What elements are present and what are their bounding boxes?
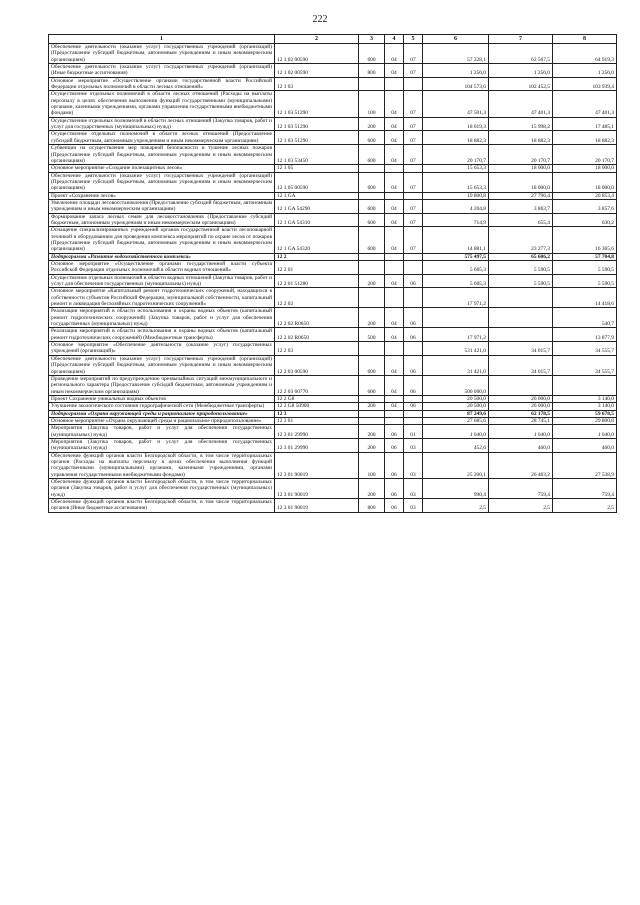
row-code-cell: 12 2 03 60770 xyxy=(275,375,359,395)
row-amount-col7-cell: 15 998,2 xyxy=(489,117,553,131)
table-row xyxy=(49,165,617,172)
row-amount-col7-cell: 102 452,5 xyxy=(489,77,553,91)
row-name-cell: Проект «Сохранение лесов» xyxy=(49,192,275,199)
row-amount-col6-cell: 500 000,0 xyxy=(423,375,489,395)
row-subsection-cell xyxy=(404,395,423,402)
row-code-cell: 12 3 01 29990 xyxy=(275,438,359,452)
row-amount-col8-cell: 29 800,8 xyxy=(553,417,617,424)
row-expense-type-cell: 800 xyxy=(359,499,385,513)
row-amount-col8-cell: 5 590,5 xyxy=(553,274,617,288)
row-section-cell xyxy=(385,77,404,91)
row-amount-col6-cell: 2,5 xyxy=(423,499,489,513)
row-amount-col8-cell: 540,7 xyxy=(553,308,617,328)
row-amount-col6-cell: 5 605,3 xyxy=(423,274,489,288)
row-amount-col6-cell: 4 204,8 xyxy=(423,199,489,213)
row-section-cell xyxy=(385,410,404,417)
row-subsection-cell xyxy=(404,410,423,417)
row-amount-col8-cell: 18 000,0 xyxy=(553,172,617,192)
row-amount-col7-cell: 18 882,3 xyxy=(489,131,553,145)
row-amount-col7-cell: 460,0 xyxy=(489,438,553,452)
row-amount-col8-cell: 1 256,0 xyxy=(553,64,617,78)
row-amount-col7-cell: 26 483,2 xyxy=(489,452,553,478)
row-amount-col8-cell: 16 365,6 xyxy=(553,227,617,253)
row-subsection-cell xyxy=(404,77,423,91)
row-amount-col8-cell: 18 882,3 xyxy=(553,131,617,145)
table-row xyxy=(49,417,617,424)
row-subsection-cell: 07 xyxy=(404,213,423,227)
row-expense-type-cell: 200 xyxy=(359,403,385,410)
row-amount-col6-cell: 5 605,3 xyxy=(423,261,489,275)
row-name-cell: Мероприятия (Закупка товаров, работ и услуг для обеспечения государственных (муниципальных) нужд) xyxy=(49,425,275,439)
row-section-cell: 04 xyxy=(385,355,404,375)
column-header: 5 xyxy=(404,35,423,44)
row-code-cell: 12 2 02 xyxy=(275,288,359,308)
row-amount-col7-cell xyxy=(489,328,553,342)
table-row xyxy=(49,452,617,478)
row-amount-col8-cell: 3 857,6 xyxy=(553,199,617,213)
row-amount-col6-cell: 18 019,3 xyxy=(423,117,489,131)
row-section-cell: 06 xyxy=(385,438,404,452)
row-amount-col8-cell: 630,2 xyxy=(553,213,617,227)
row-section-cell: 06 xyxy=(385,452,404,478)
row-section-cell: 04 xyxy=(385,308,404,328)
table-row xyxy=(49,131,617,145)
row-section-cell: 04 xyxy=(385,172,404,192)
budget-table xyxy=(48,34,617,513)
row-amount-col6-cell: 19 800,8 xyxy=(423,192,489,199)
table-row xyxy=(49,375,617,395)
row-code-cell: 12 2 01 51280 xyxy=(275,274,359,288)
row-expense-type-cell xyxy=(359,342,385,356)
table-row xyxy=(49,227,617,253)
row-subsection-cell: 03 xyxy=(404,438,423,452)
row-amount-col8-cell: 57 704,8 xyxy=(553,253,617,260)
page-number: 222 xyxy=(312,14,328,25)
row-section-cell: 04 xyxy=(385,274,404,288)
table-row xyxy=(49,328,617,342)
row-amount-col7-cell xyxy=(489,308,553,328)
row-section-cell: 04 xyxy=(385,145,404,165)
row-amount-col8-cell: 13 877,9 xyxy=(553,328,617,342)
row-section-cell xyxy=(385,288,404,308)
row-section-cell: 06 xyxy=(385,479,404,499)
row-expense-type-cell xyxy=(359,253,385,260)
row-amount-col6-cell: 104 573,6 xyxy=(423,77,489,91)
row-subsection-cell: 07 xyxy=(404,145,423,165)
row-section-cell: 04 xyxy=(385,44,404,64)
row-expense-type-cell: 100 xyxy=(359,91,385,117)
row-expense-type-cell xyxy=(359,77,385,91)
row-subsection-cell: 06 xyxy=(404,328,423,342)
row-name-cell: Обеспечение деятельности (оказание услуг) государственных учреждений (организаций) (Предоставление субсидий бюджетным, автономным учреждениям и иным некоммерческим организациям) xyxy=(49,44,275,64)
row-name-cell: Мероприятия (Закупка товаров, работ и услуг для обеспечения государственных (муниципальных) нужд) xyxy=(49,438,275,452)
row-amount-col6-cell xyxy=(423,308,489,328)
row-section-cell: 04 xyxy=(385,328,404,342)
row-amount-col8-cell: 27 538,9 xyxy=(553,452,617,478)
row-amount-col6-cell: 15 653,3 xyxy=(423,165,489,172)
row-code-cell: 12 2 xyxy=(275,253,359,260)
row-amount-col7-cell: 62 567,5 xyxy=(489,44,553,64)
row-subsection-cell xyxy=(404,261,423,275)
row-code-cell: 12 2 G8 xyxy=(275,395,359,402)
table-row xyxy=(49,403,617,410)
row-amount-col7-cell: 47 401,3 xyxy=(489,91,553,117)
table-row xyxy=(49,253,617,260)
row-subsection-cell: 07 xyxy=(404,131,423,145)
row-name-cell: Реализация мероприятий в области использования и охраны водных объектов (капитальный ремонт гидротехнических сооружений) (Межбюджетные трансферты) xyxy=(49,328,275,342)
row-amount-col8-cell: 5 590,5 xyxy=(553,261,617,275)
table-row xyxy=(49,395,617,402)
row-amount-col6-cell: 20 500,0 xyxy=(423,395,489,402)
row-name-cell: Проект Сохранение уникальных водных объектов xyxy=(49,395,275,402)
row-section-cell: 04 xyxy=(385,199,404,213)
row-amount-col7-cell xyxy=(489,375,553,395)
row-amount-col7-cell: 1 040,0 xyxy=(489,425,553,439)
row-amount-col7-cell: 18 000,0 xyxy=(489,172,553,192)
row-subsection-cell: 06 xyxy=(404,403,423,410)
table-row xyxy=(49,199,617,213)
row-code-cell: 12 2 03 xyxy=(275,342,359,356)
table-body xyxy=(49,44,617,513)
row-expense-type-cell xyxy=(359,288,385,308)
row-amount-col8-cell: 3 140,0 xyxy=(553,395,617,402)
row-subsection-cell xyxy=(404,342,423,356)
row-amount-col7-cell: 62 178,5 xyxy=(489,410,553,417)
row-expense-type-cell xyxy=(359,165,385,172)
row-name-cell: Основное мероприятие «Создание полезащитных лесов» xyxy=(49,165,275,172)
row-amount-col7-cell: 65 606,2 xyxy=(489,253,553,260)
row-amount-col6-cell: 25 200,1 xyxy=(423,452,489,478)
row-code-cell: 12 1 02 00590 xyxy=(275,44,359,64)
row-amount-col6-cell: 14 881,1 xyxy=(423,227,489,253)
row-amount-col6-cell: 20 500,0 xyxy=(423,403,489,410)
row-code-cell: 12 1 GA 54310 xyxy=(275,213,359,227)
row-section-cell xyxy=(385,165,404,172)
row-section-cell xyxy=(385,395,404,402)
row-name-cell: Основное мероприятие «Охрана окружающей среды и рациональное природопользование» xyxy=(49,417,275,424)
row-amount-col6-cell: 47 501,3 xyxy=(423,91,489,117)
row-amount-col7-cell: 1 256,0 xyxy=(489,64,553,78)
row-code-cell: 12 3 01 90019 xyxy=(275,499,359,513)
row-name-cell: Подпрограмма «Развитие водохозяйственного комплекса» xyxy=(49,253,275,260)
row-code-cell: 12 2 02 R0650 xyxy=(275,328,359,342)
row-subsection-cell: 07 xyxy=(404,199,423,213)
row-section-cell: 04 xyxy=(385,213,404,227)
row-name-cell: Обеспечение деятельности (оказание услуг) государственных учреждений (организаций) (Предоставление субсидий бюджетным, автономным учреждениям и иным некоммерческим организациям) xyxy=(49,172,275,192)
row-name-cell: Обеспечение функций органов власти Белгородской области, в том числе территориальных органов (Расходы на выплаты персоналу в целях обеспечения выполнения функций государственными (муниципальными) органами, казенными учреждениями, органами управления государственными внебюджетными фондами) xyxy=(49,452,275,478)
row-code-cell: 12 1 03 53450 xyxy=(275,145,359,165)
row-subsection-cell: 07 xyxy=(404,172,423,192)
row-expense-type-cell: 200 xyxy=(359,274,385,288)
row-code-cell: 12 3 01 xyxy=(275,417,359,424)
row-subsection-cell: 07 xyxy=(404,91,423,117)
row-section-cell xyxy=(385,192,404,199)
table-row xyxy=(49,77,617,91)
row-code-cell: 12 1 03 51290 xyxy=(275,131,359,145)
row-code-cell: 12 1 02 00590 xyxy=(275,64,359,78)
row-expense-type-cell: 200 xyxy=(359,479,385,499)
row-subsection-cell: 06 xyxy=(404,308,423,328)
row-amount-col6-cell: 18 882,3 xyxy=(423,131,489,145)
row-amount-col7-cell: 655,4 xyxy=(489,213,553,227)
row-subsection-cell xyxy=(404,192,423,199)
row-subsection-cell: 07 xyxy=(404,64,423,78)
row-expense-type-cell: 200 xyxy=(359,425,385,439)
row-section-cell xyxy=(385,417,404,424)
row-amount-col8-cell: 1 040,0 xyxy=(553,425,617,439)
row-code-cell: 12 2 G8 50900 xyxy=(275,403,359,410)
row-subsection-cell: 01 xyxy=(404,425,423,439)
row-expense-type-cell: 600 xyxy=(359,375,385,395)
row-expense-type-cell: 600 xyxy=(359,227,385,253)
row-code-cell: 12 3 xyxy=(275,410,359,417)
row-amount-col6-cell: 20 170,7 xyxy=(423,145,489,165)
row-expense-type-cell: 200 xyxy=(359,308,385,328)
row-amount-col8-cell: 759,4 xyxy=(553,479,617,499)
row-expense-type-cell xyxy=(359,410,385,417)
row-subsection-cell: 06 xyxy=(404,355,423,375)
row-expense-type-cell: 500 xyxy=(359,328,385,342)
row-expense-type-cell xyxy=(359,192,385,199)
row-expense-type-cell: 600 xyxy=(359,131,385,145)
row-subsection-cell: 07 xyxy=(404,227,423,253)
row-amount-col7-cell: 28 745,1 xyxy=(489,417,553,424)
table-row xyxy=(49,91,617,117)
row-code-cell: 12 3 01 90019 xyxy=(275,452,359,478)
row-expense-type-cell: 600 xyxy=(359,44,385,64)
row-subsection-cell: 03 xyxy=(404,499,423,513)
row-code-cell: 12 1 05 00590 xyxy=(275,172,359,192)
row-section-cell: 04 xyxy=(385,403,404,410)
row-amount-col6-cell: 990,4 xyxy=(423,479,489,499)
table-row xyxy=(49,308,617,328)
row-subsection-cell xyxy=(404,253,423,260)
column-header: 6 xyxy=(423,35,489,44)
row-amount-col8-cell: 34 555,7 xyxy=(553,355,617,375)
row-name-cell: Основное мероприятие «Осуществление органами государственной власти Российской Федерации отдельных полномочий в области лесных отношений» xyxy=(49,77,275,91)
row-name-cell: Осуществление отдельных полномочий в области лесных отношений (Закупка товаров, работ и услуг для государственных (муниципальных) нужд) xyxy=(49,117,275,131)
row-code-cell: 12 3 01 90019 xyxy=(275,479,359,499)
row-amount-col6-cell: 575 497,5 xyxy=(423,253,489,260)
row-amount-col7-cell: 34 015,7 xyxy=(489,355,553,375)
row-amount-col6-cell: 1 040,0 xyxy=(423,425,489,439)
column-header: 4 xyxy=(385,35,404,44)
row-amount-col7-cell: 759,4 xyxy=(489,479,553,499)
table-row xyxy=(49,274,617,288)
table-row xyxy=(49,44,617,64)
row-section-cell: 04 xyxy=(385,375,404,395)
table-row xyxy=(49,213,617,227)
table-header-row xyxy=(49,35,617,44)
table-row xyxy=(49,355,617,375)
row-expense-type-cell xyxy=(359,417,385,424)
row-subsection-cell: 06 xyxy=(404,274,423,288)
row-expense-type-cell: 600 xyxy=(359,145,385,165)
row-amount-col7-cell: 20 170,7 xyxy=(489,145,553,165)
row-amount-col7-cell: 5 590,5 xyxy=(489,261,553,275)
row-section-cell: 04 xyxy=(385,117,404,131)
row-amount-col7-cell: 23 277,3 xyxy=(489,227,553,253)
row-expense-type-cell: 600 xyxy=(359,172,385,192)
row-code-cell: 12 2 03 00590 xyxy=(275,355,359,375)
row-amount-col6-cell: 1 256,0 xyxy=(423,64,489,78)
row-section-cell: 04 xyxy=(385,91,404,117)
row-code-cell: 12 1 GA xyxy=(275,192,359,199)
row-expense-type-cell xyxy=(359,395,385,402)
row-code-cell: 12 2 02 R0650 xyxy=(275,308,359,328)
row-amount-col7-cell xyxy=(489,288,553,308)
row-name-cell: Основное мероприятие «Капитальный ремонт гидротехнических сооружений, находящихся в собственности субъектов Российской Федерации, муниципальной собственности, капитальный ремонт и ликвидация бесхозяйных гидротехнических сооружений» xyxy=(49,288,275,308)
row-name-cell: Проведение мероприятий по предупреждению чрезвычайных ситуаций межмуниципального и регионального характера (Предоставление субсидий бюджетным, автономным учреждениям и иным некоммерческим организациям) xyxy=(49,375,275,395)
table-row xyxy=(49,410,617,417)
row-expense-type-cell: 600 xyxy=(359,355,385,375)
row-subsection-cell: 07 xyxy=(404,44,423,64)
row-amount-col7-cell: 26 000,0 xyxy=(489,395,553,402)
row-amount-col8-cell: 34 555,7 xyxy=(553,342,617,356)
row-amount-col6-cell: 714,9 xyxy=(423,213,489,227)
row-section-cell: 06 xyxy=(385,499,404,513)
table-row xyxy=(49,192,617,199)
row-name-cell: Основное мероприятие «Осуществление органами государственной власти субъекта Российской Федерации отдельных полномочий в области водных отношений» xyxy=(49,261,275,275)
row-section-cell: 04 xyxy=(385,131,404,145)
column-header: 1 xyxy=(49,35,275,44)
row-amount-col8-cell: 460,0 xyxy=(553,438,617,452)
table-row xyxy=(49,479,617,499)
row-code-cell: 12 1 GA 54320 xyxy=(275,227,359,253)
row-section-cell xyxy=(385,261,404,275)
row-section-cell xyxy=(385,253,404,260)
row-section-cell: 06 xyxy=(385,425,404,439)
row-name-cell: Субвенции на осуществление мер пожарной безопасности и тушение лесных пожаров (Предоставление субсидий бюджетным, автономным учреждениям и иным некоммерческим организациям) xyxy=(49,145,275,165)
column-header: 7 xyxy=(489,35,553,44)
row-name-cell: Осуществление отдельных полномочий в области лесных отношений (Расходы на выплаты персоналу в целях обеспечения выполнения функций государственными (муниципальными) органами, казенными учреждениями, органами управления государственными внебюджетными фондами) xyxy=(49,91,275,117)
column-header: 2 xyxy=(275,35,359,44)
table-row xyxy=(49,145,617,165)
table-row xyxy=(49,64,617,78)
row-name-cell: Подпрограмма «Охрана окружающей среды и рациональное природопользование» xyxy=(49,410,275,417)
row-code-cell: 12 2 01 xyxy=(275,261,359,275)
row-amount-col7-cell: 34 015,7 xyxy=(489,342,553,356)
row-amount-col8-cell: 17 485,1 xyxy=(553,117,617,131)
row-code-cell: 12 1 03 xyxy=(275,77,359,91)
row-expense-type-cell: 100 xyxy=(359,452,385,478)
row-subsection-cell: 03 xyxy=(404,479,423,499)
row-expense-type-cell: 600 xyxy=(359,213,385,227)
row-subsection-cell xyxy=(404,288,423,308)
row-name-cell: Обеспечение деятельности (оказание услуг) государственных учреждений (организаций) (Иные бюджетные ассигнования) xyxy=(49,64,275,78)
row-amount-col6-cell: 31 421,0 xyxy=(423,355,489,375)
row-amount-col8-cell: 3 140,0 xyxy=(553,403,617,410)
row-amount-col8-cell: 103 939,4 xyxy=(553,77,617,91)
row-name-cell: Обеспечение функций органов власти Белгородской области, в том числе территориальных органов (Иные бюджетные ассигнования) xyxy=(49,499,275,513)
row-name-cell: Реализация мероприятий в области использования и охраны водных объектов (капитальный ремонт гидротехнических сооружений) (Закупка товаров, работ и услуг для обеспечения государственных (муниципальных) нужд) xyxy=(49,308,275,328)
table-row xyxy=(49,342,617,356)
row-name-cell: Обеспечение функций органов власти Белгородской области, в том числе территориальных органов (Закупка товаров, работ и услуг для обеспечения государственных (муниципальных) нужд) xyxy=(49,479,275,499)
row-amount-col7-cell: 26 000,0 xyxy=(489,403,553,410)
table-row xyxy=(49,288,617,308)
table-row xyxy=(49,425,617,439)
row-subsection-cell: 03 xyxy=(404,452,423,478)
row-expense-type-cell: 200 xyxy=(359,438,385,452)
row-subsection-cell: 06 xyxy=(404,375,423,395)
row-amount-col6-cell: 17 971,2 xyxy=(423,288,489,308)
column-header: 3 xyxy=(359,35,385,44)
row-code-cell: 12 1 03 51290 xyxy=(275,91,359,117)
row-amount-col8-cell: 20 853,4 xyxy=(553,192,617,199)
row-amount-col6-cell: 17 971,2 xyxy=(423,328,489,342)
row-amount-col7-cell: 27 796,4 xyxy=(489,192,553,199)
row-expense-type-cell: 200 xyxy=(359,117,385,131)
row-section-cell: 04 xyxy=(385,64,404,78)
row-amount-col8-cell: 20 170,7 xyxy=(553,145,617,165)
row-name-cell: Увеличение площади лесовосстановления (Предоставление субсидий бюджетным, автономным учреждениям и иным некоммерческим организациям) xyxy=(49,199,275,213)
row-amount-col8-cell: 14 418,6 xyxy=(553,288,617,308)
row-name-cell: Осуществление отдельных полномочий в области лесных отношений (Предоставление субсидий бюджетным, автономным учреждениям и иным некоммерческим организациям) xyxy=(49,131,275,145)
row-name-cell: Осуществление отдельных полномочий в области водных отношений (Закупка товаров, работ и услуг для обеспечения государственных (муниципальных) нужд) xyxy=(49,274,275,288)
table-row xyxy=(49,172,617,192)
row-amount-col7-cell: 5 590,5 xyxy=(489,274,553,288)
row-name-cell: Улучшение экологического состояния гидрографической сети (Межбюджетные трансферты) xyxy=(49,403,275,410)
row-amount-col7-cell: 2,5 xyxy=(489,499,553,513)
row-amount-col6-cell: 15 653,3 xyxy=(423,172,489,192)
row-amount-col8-cell: 47 401,3 xyxy=(553,91,617,117)
table-row xyxy=(49,117,617,131)
column-header: 8 xyxy=(553,35,617,44)
row-subsection-cell: 07 xyxy=(404,117,423,131)
row-amount-col6-cell: 27 685,6 xyxy=(423,417,489,424)
row-section-cell xyxy=(385,342,404,356)
row-amount-col6-cell: 87 249,6 xyxy=(423,410,489,417)
table-row xyxy=(49,438,617,452)
row-name-cell: Оснащение специализированных учреждений органов государственной власти лесопожарной техникой и оборудованием для проведения комплекса мероприятий по охране лесов от пожаров (Предоставление субсидий бюджетным, автономным учреждениям и иным некоммерческим организациям) xyxy=(49,227,275,253)
row-code-cell: 12 3 01 29990 xyxy=(275,425,359,439)
row-amount-col8-cell: 18 000,0 xyxy=(553,165,617,172)
row-expense-type-cell: 600 xyxy=(359,199,385,213)
row-amount-col8-cell xyxy=(553,375,617,395)
row-name-cell: Основное мероприятие «Обеспечение деятельности (оказание услуг) государственных учреждений (организаций)» xyxy=(49,342,275,356)
row-section-cell: 04 xyxy=(385,227,404,253)
table-row xyxy=(49,499,617,513)
row-amount-col8-cell: 2,5 xyxy=(553,499,617,513)
row-amount-col7-cell: 3 863,7 xyxy=(489,199,553,213)
row-amount-col6-cell: 531 421,0 xyxy=(423,342,489,356)
row-code-cell: 12 1 GA 54290 xyxy=(275,199,359,213)
row-amount-col6-cell: 57 228,1 xyxy=(423,44,489,64)
row-subsection-cell xyxy=(404,417,423,424)
row-code-cell: 12 1 03 51290 xyxy=(275,117,359,131)
row-name-cell: Формирование запаса лесных семян для лесовосстановления (Предоставление субсидий бюджетным, автономным учреждениям и иным некоммерческим организациям) xyxy=(49,213,275,227)
table-row xyxy=(49,261,617,275)
row-expense-type-cell xyxy=(359,261,385,275)
row-amount-col6-cell: 452,6 xyxy=(423,438,489,452)
row-name-cell: Обеспечение деятельности (оказание услуг) государственных учреждений (организаций) (Предоставление субсидий бюджетным, автономным учреждениям и иным некоммерческим организациям) xyxy=(49,355,275,375)
row-code-cell: 12 1 05 xyxy=(275,165,359,172)
row-expense-type-cell: 800 xyxy=(359,64,385,78)
row-amount-col8-cell: 59 678,5 xyxy=(553,410,617,417)
row-amount-col8-cell: 64 919,3 xyxy=(553,44,617,64)
row-amount-col7-cell: 18 000,0 xyxy=(489,165,553,172)
row-subsection-cell xyxy=(404,165,423,172)
